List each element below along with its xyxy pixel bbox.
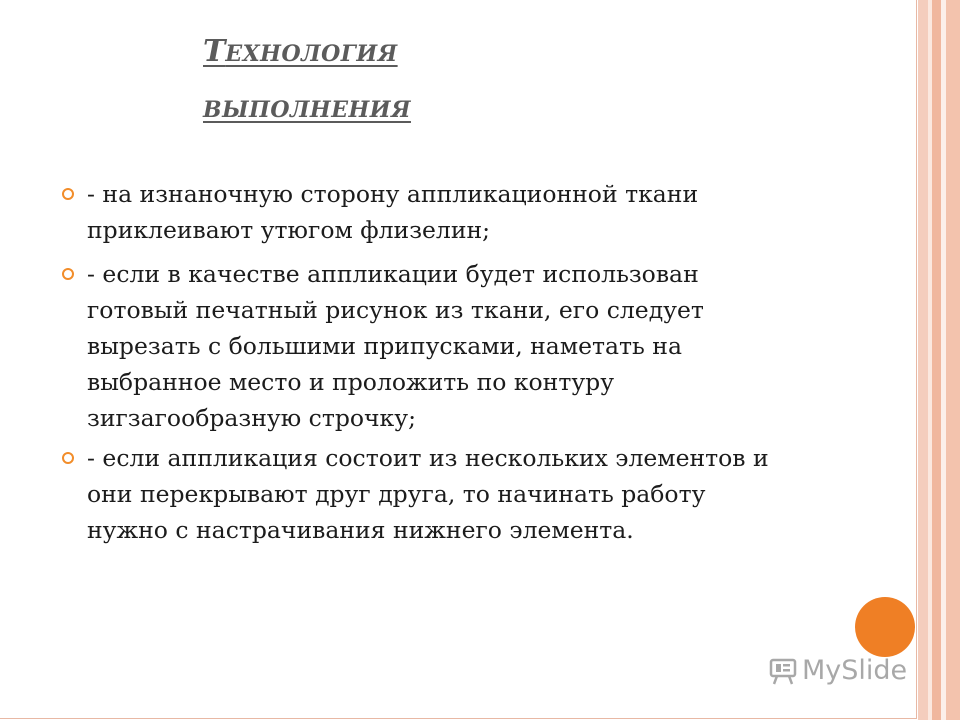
bullet-text: - на изнаночную сторону аппликационной ткани приклеивают утюгом флизелин; (87, 180, 699, 244)
title-line-1: ЕХНОЛОГИЯ (225, 41, 398, 67)
title-capital-letter: Т (203, 34, 226, 69)
watermark-text: MySlide (802, 655, 908, 686)
bullet-ring-icon (62, 268, 74, 280)
bullet-text: - если аппликация состоит из нескольких элементов и они перекрывают друг друга, то начинать работу нужно с настрачивания нижнего элемента. (87, 444, 769, 544)
presentation-board-icon (768, 656, 798, 686)
bullet-ring-icon (62, 452, 74, 464)
title-line-2: ВЫПОЛНЕНИЯ (203, 97, 411, 123)
slide-title (203, 24, 623, 136)
border-stripe (932, 0, 941, 720)
bullet-item (62, 256, 792, 436)
bullet-item (62, 176, 792, 248)
decorative-orange-circle (855, 597, 915, 657)
bullet-ring-icon (62, 188, 74, 200)
bullet-item (62, 440, 792, 548)
bullet-text: - если в качестве аппликации будет использован готовый печатный рисунок из ткани, его следует вырезать с большими припусками, наметать на выбранное место и проложить по контуру зигзагообразную строчку; (87, 260, 704, 432)
border-stripe (918, 0, 928, 720)
myslide-watermark (768, 655, 907, 686)
bullet-list (62, 176, 792, 548)
border-stripe (946, 0, 960, 720)
